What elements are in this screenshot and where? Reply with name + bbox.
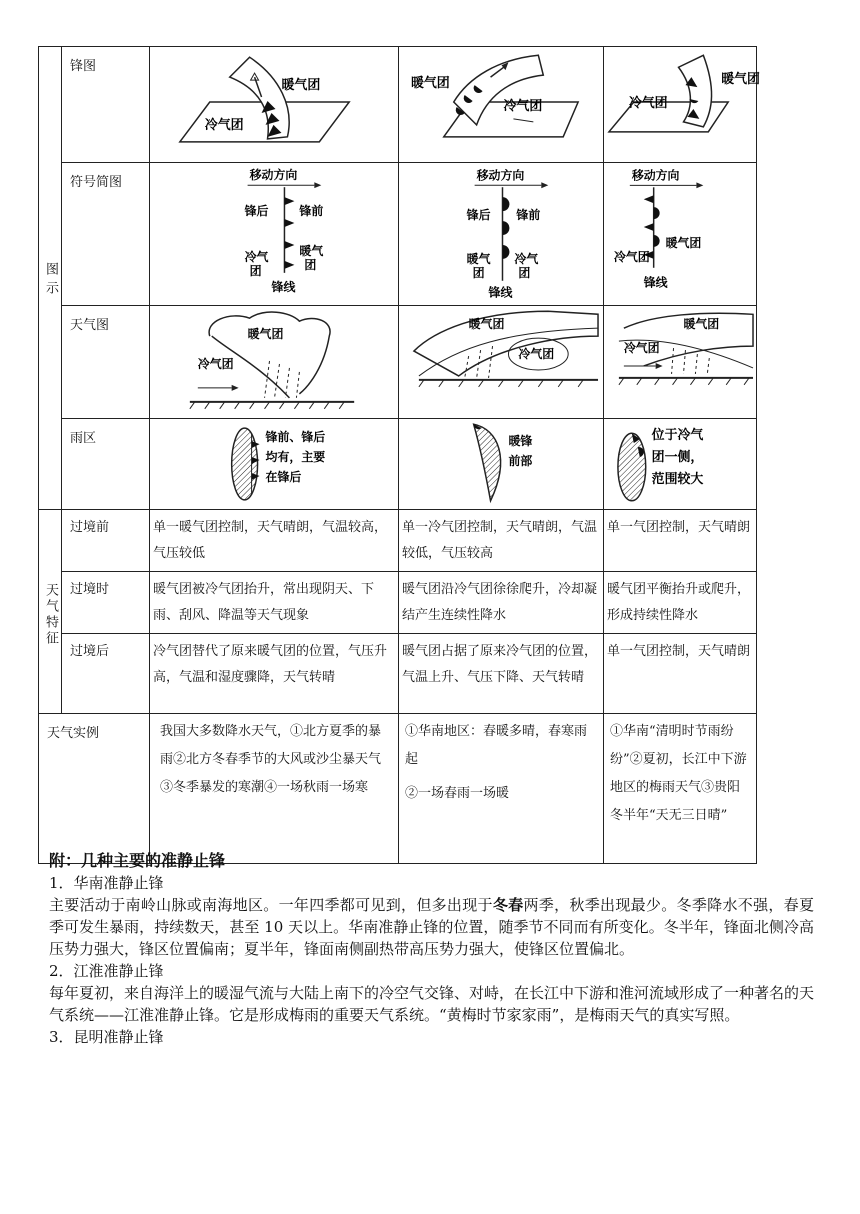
row-label-during: 过境时	[62, 572, 150, 634]
svg-text:团: 团	[472, 265, 485, 280]
warm-front-example-2: ②一场春雨一场暖	[405, 786, 510, 801]
cold-air-mass-label: 冷气团	[503, 98, 543, 114]
svg-text:团一侧，: 团一侧，	[651, 450, 704, 466]
warm-front-rain-area	[399, 419, 604, 510]
svg-text:位于冷气: 位于冷气	[651, 428, 704, 444]
row-label-rain-area: 雨区	[62, 419, 150, 510]
svg-text:冷气团: 冷气团	[197, 356, 234, 371]
svg-text:暖气团: 暖气团	[468, 317, 505, 332]
svg-text:锋线: 锋线	[643, 275, 668, 290]
stationary-front-before: 单一气团控制，天气晴朗	[604, 510, 757, 572]
warm-front-weather-map	[399, 306, 604, 419]
svg-text:冷气: 冷气	[244, 249, 269, 264]
section-2-text: 每年夏初，来自海洋上的暖湿气流与大陆上南下的冷空气交锋、对峙，在长江中下游和淮河流域形成了一种著名的天气系统——江淮准静止锋。它是形成梅雨的重要天气系统。“黄梅时节家家雨”，是梅雨天气的真实写照。	[49, 984, 815, 1024]
front-comparison-table	[38, 46, 760, 864]
svg-text:冷气团: 冷气团	[613, 249, 650, 264]
row-label-before: 过境前	[62, 510, 150, 572]
svg-text:在锋后: 在锋后	[265, 469, 302, 484]
svg-text:冷气团: 冷气团	[518, 347, 555, 362]
svg-text:暖气团: 暖气团	[683, 317, 720, 332]
svg-text:锋前: 锋前	[299, 204, 324, 219]
warm-front-example-1: ①华南地区：春暖多晴，春寒雨起	[405, 724, 588, 767]
cold-front-during: 暖气团被冷气团抬升，常出现阴天、下雨、刮风、降温等天气现象	[150, 572, 399, 634]
warm-air-mass-label: 暖气团	[410, 76, 450, 92]
warm-front-diagram	[399, 47, 604, 163]
weather-section-label: 天气特征	[39, 510, 62, 714]
cold-front-after: 冷气团替代了原来暖气团的位置，气压升高，气温和湿度骤降，天气转晴	[150, 634, 399, 714]
row-label-examples: 天气实例	[39, 714, 150, 864]
section-1-text: 主要活动于南岭山脉或南海地区。一年四季都可见到，但多出现于冬春两季，秋季出现最少。冬季降水不强，春夏季可发生暴雨，持续数天，甚至 10 天以上。华南准静止锋的位置，随季节不同而有所变化。冬半年，锋面北侧冷高压势力强大，锋区位置偏南；夏半年，锋面南侧副热带高压势力强大，使锋区位置偏北。	[49, 896, 814, 958]
svg-text:锋前、锋后: 锋前、锋后	[265, 430, 326, 445]
svg-text:前部: 前部	[508, 453, 533, 468]
svg-text:移动方向: 移动方向	[631, 168, 680, 183]
svg-text:暖气团: 暖气团	[247, 327, 284, 342]
svg-text:团: 团	[518, 265, 531, 280]
stationary-front-after: 单一气团控制，天气晴朗	[604, 634, 757, 714]
appendix-section	[49, 850, 814, 1048]
stationary-front-symbol	[604, 163, 757, 306]
svg-text:锋线: 锋线	[271, 279, 296, 294]
row-label-after: 过境后	[62, 634, 150, 714]
cold-front-weather-map	[150, 306, 399, 419]
stationary-front-weather-map	[604, 306, 757, 419]
cold-front-symbol	[150, 163, 399, 306]
svg-text:锋后: 锋后	[466, 208, 491, 223]
svg-text:移动方向: 移动方向	[476, 168, 525, 183]
section-3-heading: 3．昆明准静止锋	[49, 1028, 164, 1046]
svg-text:锋前: 锋前	[516, 208, 541, 223]
svg-text:锋线: 锋线	[488, 285, 513, 300]
svg-text:冷气: 冷气	[514, 251, 539, 266]
row-label-weather-map: 天气图	[62, 306, 150, 419]
warm-front-during: 暖气团沿冷气团徐徐爬升，冷却凝结产生连续性降水	[399, 572, 604, 634]
warm-front-examples	[399, 714, 604, 864]
svg-text:暖气团: 暖气团	[665, 235, 702, 250]
cold-front-examples: 我国大多数降水天气，①北方夏季的暴雨②北方冬春季节的大风或沙尘暴天气③冬季暴发的寒潮④一场秋雨一场寒	[150, 714, 399, 864]
svg-text:暖气: 暖气	[299, 243, 324, 258]
warm-front-after: 暖气团占据了原来冷气团的位置，气温上升、气压下降、天气转晴	[399, 634, 604, 714]
stationary-front-examples: ①华南“清明时节雨纷纷”②夏初，长江中下游地区的梅雨天气③贵阳冬半年“天无三日晴”	[604, 714, 757, 864]
svg-text:范围较大: 范围较大	[651, 471, 704, 487]
warm-front-before: 单一冷气团控制，天气晴朗，气温较低，气压较高	[399, 510, 604, 572]
svg-text:暖气: 暖气	[466, 251, 491, 266]
cold-air-mass-label: 冷气团	[204, 117, 244, 133]
warm-front-symbol	[399, 163, 604, 306]
figure-section-label: 图示	[39, 47, 62, 510]
svg-text:团: 团	[304, 257, 317, 272]
svg-text:团: 团	[249, 263, 262, 278]
svg-text:均有，主要: 均有，主要	[265, 450, 326, 465]
warm-air-mass-label: 暖气团	[721, 72, 760, 88]
section-1-heading: 1．华南准静止锋	[49, 874, 164, 892]
stationary-front-during: 暖气团平衡抬升或爬升，形成持续性降水	[604, 572, 757, 634]
svg-text:锋后: 锋后	[244, 204, 269, 219]
row-label-symbol-diagram: 符号简图	[62, 163, 150, 306]
svg-text:冷气团: 冷气团	[623, 341, 660, 356]
cold-air-mass-label: 冷气团	[628, 95, 668, 111]
cold-front-rain-area	[150, 419, 399, 510]
cold-front-diagram	[150, 47, 399, 163]
stationary-front-rain-area	[604, 419, 757, 510]
section-2-heading: 2．江淮准静止锋	[49, 962, 164, 980]
svg-text:移动方向: 移动方向	[249, 168, 298, 183]
svg-text:暖锋: 暖锋	[508, 434, 533, 449]
row-label-front-diagram: 锋图	[62, 47, 150, 163]
appendix-title: 附：几种主要的准静止锋	[49, 851, 226, 870]
stationary-front-diagram	[604, 47, 760, 163]
warm-air-mass-label: 暖气团	[281, 78, 321, 94]
cold-front-before: 单一暖气团控制，天气晴朗，气温较高，气压较低	[150, 510, 399, 572]
